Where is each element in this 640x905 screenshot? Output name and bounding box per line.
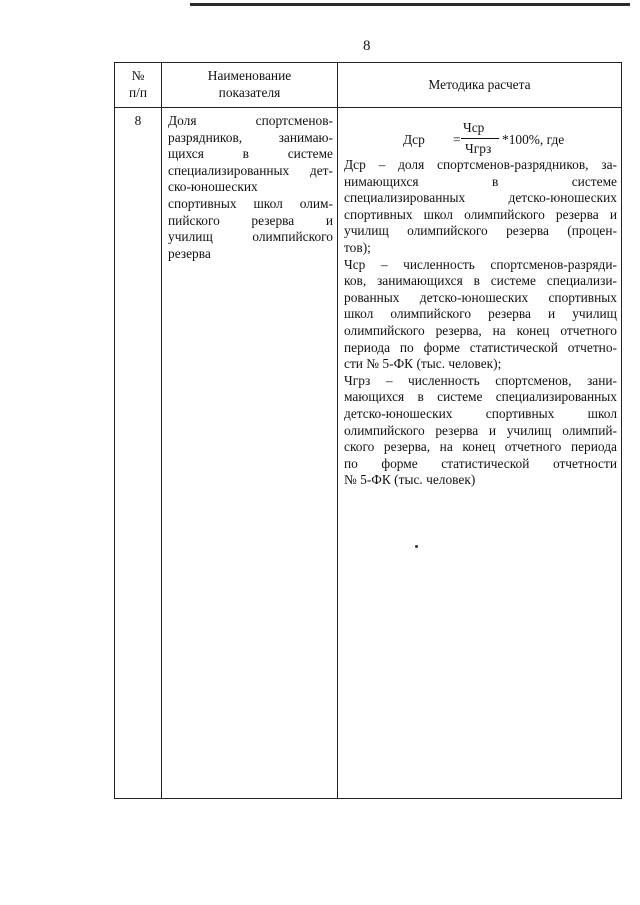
- method-text-line: по форме статистической отчетности: [344, 455, 617, 471]
- method-text-line: сти № 5-ФК (тыс. человек);: [344, 356, 502, 372]
- method-text-line: детско-юношеских спортивных школ: [344, 405, 617, 421]
- indicator-name-line: спортивных школ олим-: [168, 195, 333, 211]
- formula-fraction-bar: [461, 138, 499, 139]
- indicator-name-line: резерва: [168, 245, 211, 261]
- header-number: [115, 63, 162, 108]
- header-name: [162, 63, 338, 108]
- calculation-method: [338, 108, 622, 799]
- formula: [344, 113, 617, 157]
- header-number-line: п/п: [128, 85, 148, 100]
- header-name-line: Наименование: [207, 68, 292, 84]
- method-text-line: № 5-ФК (тыс. человек): [344, 472, 476, 488]
- indicator-name-line: специализированных дет-: [168, 162, 333, 178]
- indicator-name-line: разрядников, занимаю-: [168, 129, 333, 145]
- method-text-line: нимающихся в системе: [344, 173, 617, 189]
- method-text-line: Чср – численность спортсменов-разряди-: [344, 256, 617, 272]
- method-text-line: периода по форме статистической отчетно-: [344, 339, 617, 355]
- method-text-line: мающихся в системе специализированных: [344, 389, 617, 405]
- indicator-name-line: щихся в системе: [168, 146, 333, 162]
- method-text-line: училищ олимпийского резерва (процен-: [344, 223, 617, 239]
- method-text-line: специализированных детско-юношеских: [344, 190, 617, 206]
- indicator-name-line: училищ олимпийского: [168, 229, 333, 245]
- indicator-name-line: Доля спортсменов-: [168, 113, 333, 128]
- table-header-row: [115, 63, 622, 108]
- method-text-line: ского резерва, на конец отчетного периода: [344, 439, 617, 455]
- method-text-line: рованных детско-юношеских спортивных: [344, 289, 617, 305]
- method-text-line: олимпийского резерва и училищ олимпий-: [344, 422, 617, 438]
- header-number-line: №: [131, 68, 145, 84]
- method-text-line: олимпийского резерва, на конец отчетного: [344, 322, 617, 338]
- formula-rest: *100%, где: [502, 132, 565, 147]
- page-number: 8: [363, 38, 371, 54]
- method-text-line: ков, занимающихся в системе специализи-: [344, 273, 617, 289]
- method-text-line: школ олимпийского резерва и училищ: [344, 306, 617, 322]
- indicator-name-line: ско-юношеских: [168, 179, 258, 195]
- method-text-line: тов);: [344, 239, 371, 255]
- formula-numerator: Чср: [463, 120, 485, 135]
- indicator-name: [162, 108, 338, 799]
- header-method: Методика расчета: [338, 63, 622, 108]
- formula-denominator: Чгрз: [465, 141, 492, 156]
- formula-lhs: Дср: [403, 132, 425, 147]
- method-text-line: Дср – доля спортсменов-разрядников, за-: [344, 157, 617, 172]
- indicator-name-line: пийского резерва и: [168, 212, 333, 228]
- method-text-line: Чгрз – численность спортсменов, зани-: [344, 372, 617, 388]
- indicator-table: [114, 62, 622, 799]
- method-text-lines: [344, 157, 617, 489]
- top-rule: [190, 3, 630, 6]
- header-name-line: показателя: [218, 85, 281, 100]
- method-text-line: спортивных школ олимпийского резерва и: [344, 206, 617, 222]
- table-row: [115, 108, 622, 799]
- formula-equals: =: [453, 132, 461, 147]
- stray-dot: [415, 545, 418, 548]
- indicator-name-lines: [168, 113, 333, 262]
- row-number: 8: [115, 108, 162, 799]
